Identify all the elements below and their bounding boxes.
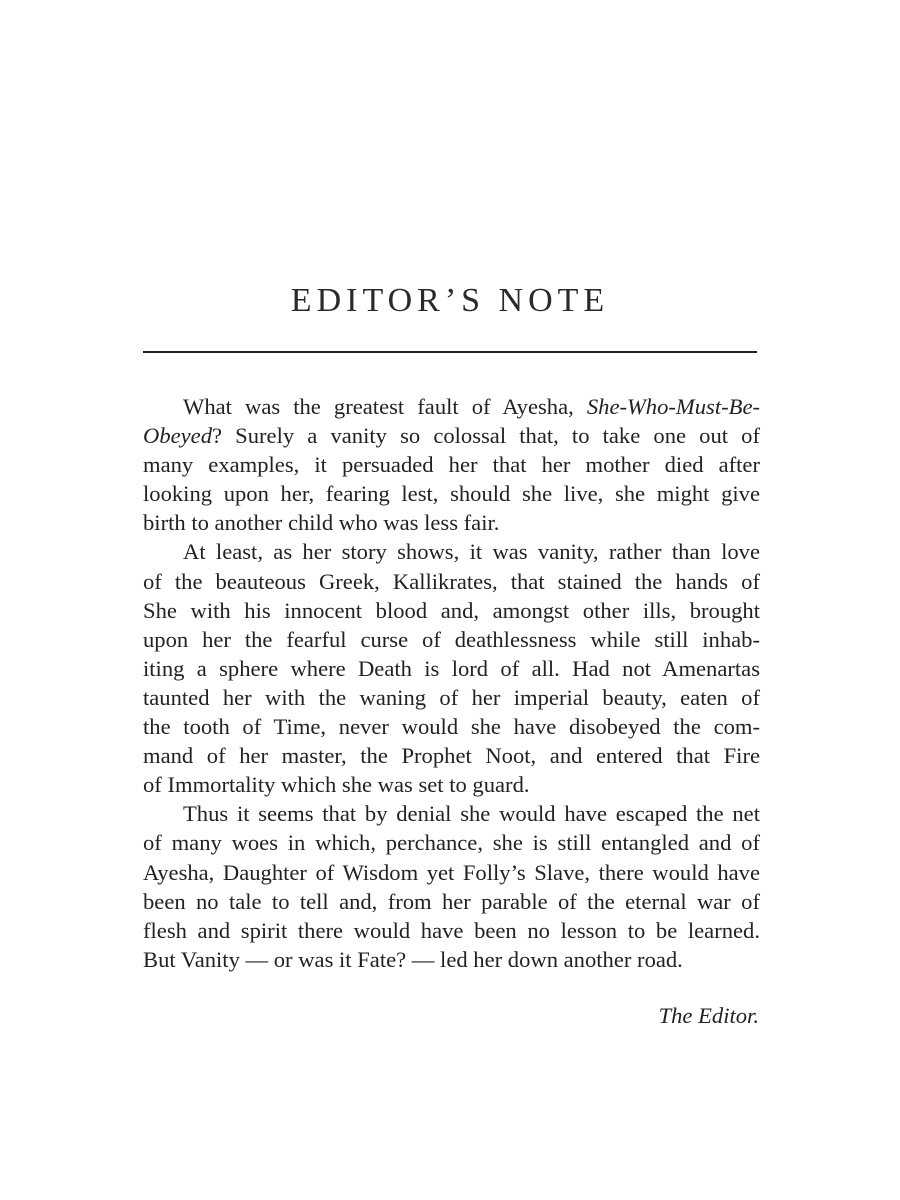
text-line: But Vanity — or was it Fate? — led her down another road. xyxy=(143,946,683,972)
text-line: upon her the fearful curse of deathlessness while still inhab- xyxy=(143,626,760,652)
text-line: Obeyed? Surely a vanity so colossal that, to take one out of xyxy=(143,423,760,449)
text-line: of Immortality which she was set to guard. xyxy=(143,772,530,798)
paragraph-1 xyxy=(143,392,760,537)
italic-epithet: Obeyed xyxy=(143,423,212,449)
italic-epithet: She-Who-Must-Be- xyxy=(586,394,760,419)
text-line: mand of her master, the Prophet Noot, and entered that Fire xyxy=(143,743,760,769)
text-line: She with his innocent blood and, amongst other ills, brought xyxy=(143,597,760,623)
text-line: taunted her with the waning of her imperial beauty, eaten of xyxy=(143,684,760,710)
text-line: birth to another child who was less fair. xyxy=(143,510,500,536)
page-title: EDITOR’S NOTE xyxy=(290,282,610,319)
editor-signature: The Editor. xyxy=(658,1003,759,1028)
text-line: Thus it seems that by denial she would have escaped the net xyxy=(183,801,760,827)
text-line: At least, as her story shows, it was vanity, rather than love xyxy=(183,539,760,565)
title-rule xyxy=(143,351,757,353)
paragraph-2 xyxy=(143,537,760,799)
text-line: flesh and spirit there would have been no lesson to be learned. xyxy=(143,917,760,943)
text-line: many examples, it persuaded her that her mother died after xyxy=(143,452,760,478)
text-line: Ayesha, Daughter of Wisdom yet Folly’s Slave, there would have xyxy=(143,859,760,885)
text-line: been no tale to tell and, from her parable of the eternal war of xyxy=(143,888,760,914)
text-line: iting a sphere where Death is lord of all. Had not Amenartas xyxy=(143,655,760,681)
paragraph-3 xyxy=(143,799,760,974)
text-line: of the beauteous Greek, Kallikrates, that stained the hands of xyxy=(143,568,760,594)
text-line: What was the greatest fault of Ayesha, She-Who-Must-Be- xyxy=(183,394,760,419)
note-body xyxy=(143,392,760,974)
text-line: of many woes in which, perchance, she is still entangled and of xyxy=(143,830,760,856)
text-line: the tooth of Time, never would she have disobeyed the com- xyxy=(143,714,760,740)
text-line: looking upon her, fearing lest, should she live, she might give xyxy=(143,481,760,507)
